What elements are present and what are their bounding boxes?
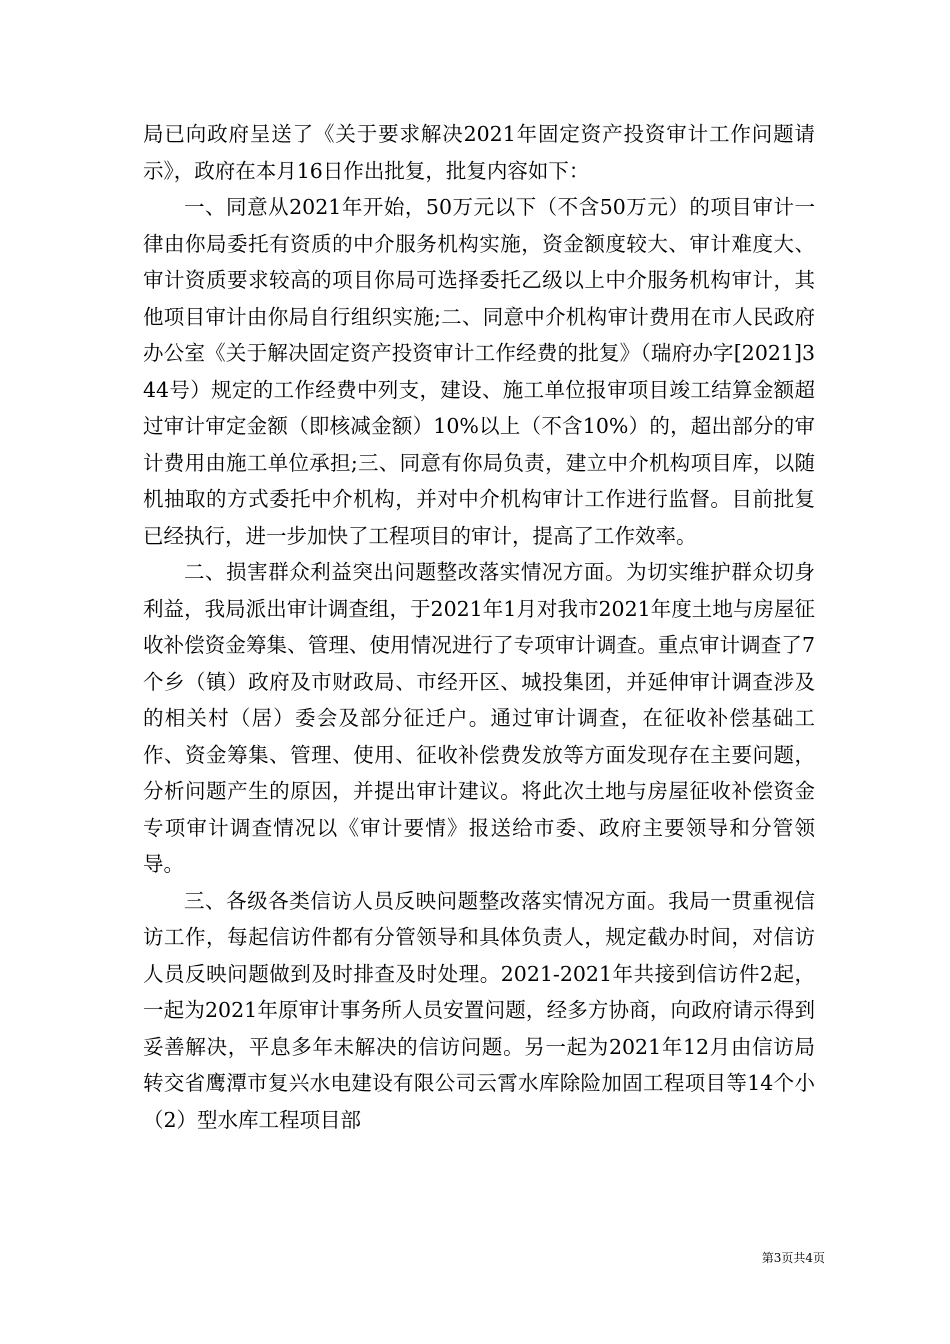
paragraph-4: 三、各级各类信访人员反映问题整改落实情况方面。我局一贯重视信访工作，每起信访件都有分管领导和具体负责人，规定截办时间，对信访人员反映问题做到及时排查及时处理。2021-2021年共接到信访件2起，一起为2021年原审计事务所人员安置问题，经多方协商，向政府请示得到妥善解决，平息多年未解决的信访问题。另一起为2021年12月由信访局转交省鹰潭市复兴水电建设有限公司云霄水库除险加固工程项目等14个小（2）型水库工程项目部 — [143, 888, 815, 1132]
paragraph-3: 二、损害群众利益突出问题整改落实情况方面。为切实维护群众切身利益，我局派出审计调查组，于2021年1月对我市2021年度土地与房屋征收补偿资金筹集、管理、使用情况进行了专项审计调查。重点审计调查了7个乡（镇）政府及市财政局、市经开区、城投集团，并延伸审计调查涉及的相关村（居）委会及部分征迁户。通过审计调查，在征收补偿基础工作、资金筹集、管理、使用、征收补偿费发放等方面发现存在主要问题，分析问题产生的原因，并提出审计建议。将此次土地与房屋征收补偿资金专项审计调查情况以《审计要情》报送给市委、政府主要领导和分管领导。 — [143, 560, 815, 876]
page-number: 第3页共4页 — [761, 1251, 825, 1265]
document-body — [143, 116, 815, 1138]
paragraph-2: 一、同意从2021年开始，50万元以下（不含50万元）的项目审计一律由你局委托有资质的中介服务机构实施，资金额度较大、审计难度大、审计资质要求较高的项目你局可选择委托乙级以上中介服务机构审计，其他项目审计由你局自行组织实施;二、同意中介机构审计费用在市人民政府办公室《关于解决固定资产投资审计工作经费的批复》（瑞府办字[2021]344号）规定的工作经费中列支，建设、施工单位报审项目竣工结算金额超过审计审定金额（即核减金额）10%以上（不含10%）的，超出部分的审计费用由施工单位承担;三、同意有你局负责，建立中介机构项目库，以随机抽取的方式委托中介机构，并对中介机构审计工作进行监督。目前批复已经执行，进一步加快了工程项目的审计，提高了工作效率。 — [143, 195, 815, 548]
paragraph-1: 局已向政府呈送了《关于要求解决2021年固定资产投资审计工作问题请示》，政府在本月16日作出批复，批复内容如下： — [143, 122, 815, 183]
